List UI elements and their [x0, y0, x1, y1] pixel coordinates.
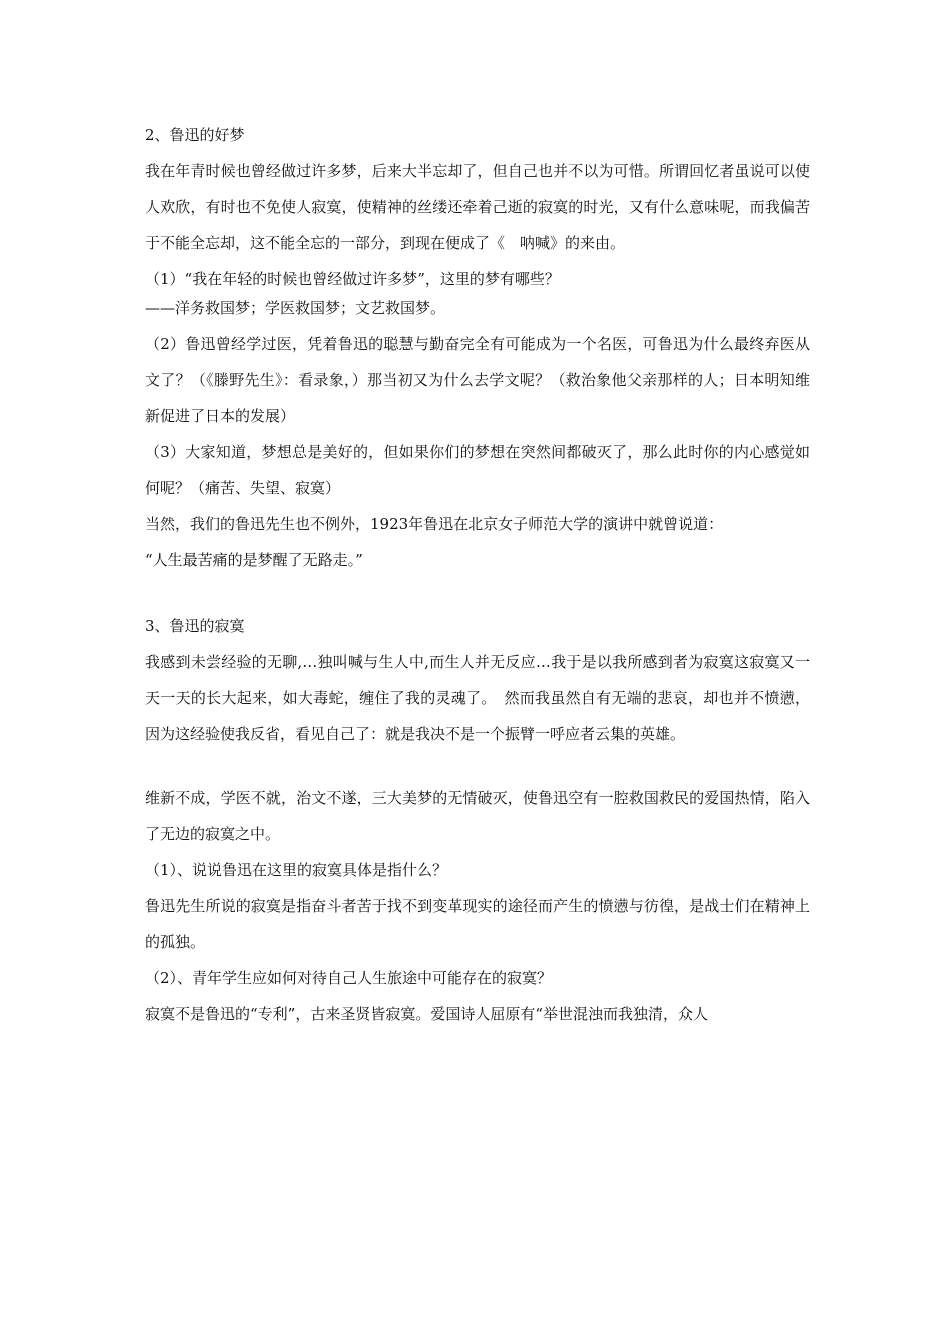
- section-2-heading: 2、鲁迅的好梦: [145, 126, 245, 144]
- section-2-question-2: （2）鲁迅曾经学过医，凭着鲁迅的聪慧与勤奋完全有可能成为一个名医，可鲁迅为什么最终弃医从文了？（《滕野先生》：看录象，）那当初又为什么去学文呢？（救治象他父亲那样的人；日本明知维新促进了日本的发展）: [145, 335, 810, 425]
- section-2-quote: 我在年青时候也曾经做过许多梦，后来大半忘却了，但自己也并不以为可惜。所谓回忆者虽说可以使人欢欣，有时也不免使人寂寞，使精神的丝缕还牵着己逝的寂寞的时光，又有什么意味呢，而我偏苦于不能全忘却，这不能全忘的一部分，到现在便成了《 呐喊》的来由。: [145, 162, 810, 252]
- section-spacer: [145, 578, 810, 608]
- section-2-answer-1: ——洋务救国梦；学医救国梦；文艺救国梦。: [145, 299, 446, 317]
- section-3-question-2: （2）、青年学生应如何对待自己人生旅途中可能存在的寂寞？: [145, 969, 553, 987]
- section-3-answer-2: 寂寞不是鲁迅的“专利”，古来圣贤皆寂寞。爱国诗人屈原有“举世混浊而我独清，众人: [145, 1005, 709, 1023]
- section-3-question-1: （1）、说说鲁迅在这里的寂寞具体是指什么？: [145, 861, 448, 879]
- section-2-question-3: （3）大家知道，梦想总是美好的，但如果你们的梦想在突然间都破灭了，那么此时你的内心感觉如何呢？（痛苦、失望、寂寞）: [145, 443, 810, 497]
- section-2-note: 当然，我们的鲁迅先生也不例外，1923年鲁迅在北京女子师范大学的演讲中就曾说道：: [145, 515, 724, 533]
- section-3-quote: 我感到未尝经验的无聊,…独叫喊与生人中,而生人并无反应…我于是以我所感到者为寂寞这寂寞又一天一天的长大起来，如大毒蛇，缠住了我的灵魂了。 然而我虽然自有无端的悲哀，却也并不愤懑，因为这经验使我反省，看见自己了：就是我决不是一个振臂一呼应者云集的英雄。: [145, 653, 810, 743]
- paragraph-spacer: [145, 752, 810, 780]
- document-body: [145, 117, 810, 1032]
- section-2-saying: “人生最苦痛的是梦醒了无路走。”: [145, 551, 363, 569]
- section-3-heading: 3、鲁迅的寂寞: [145, 617, 245, 635]
- section-3-answer-1: 鲁迅先生所说的寂寞是指奋斗者苦于找不到变革现实的途径而产生的愤懑与彷徨，是战士们在精神上的孤独。: [145, 897, 810, 951]
- section-3-summary: 维新不成，学医不就，治文不遂，三大美梦的无情破灭，使鲁迅空有一腔救国救民的爱国热情，陷入了无边的寂寞之中。: [145, 789, 810, 843]
- section-2-question-1: （1）“我在年轻的时候也曾经做过许多梦”，这里的梦有哪些？: [145, 270, 560, 288]
